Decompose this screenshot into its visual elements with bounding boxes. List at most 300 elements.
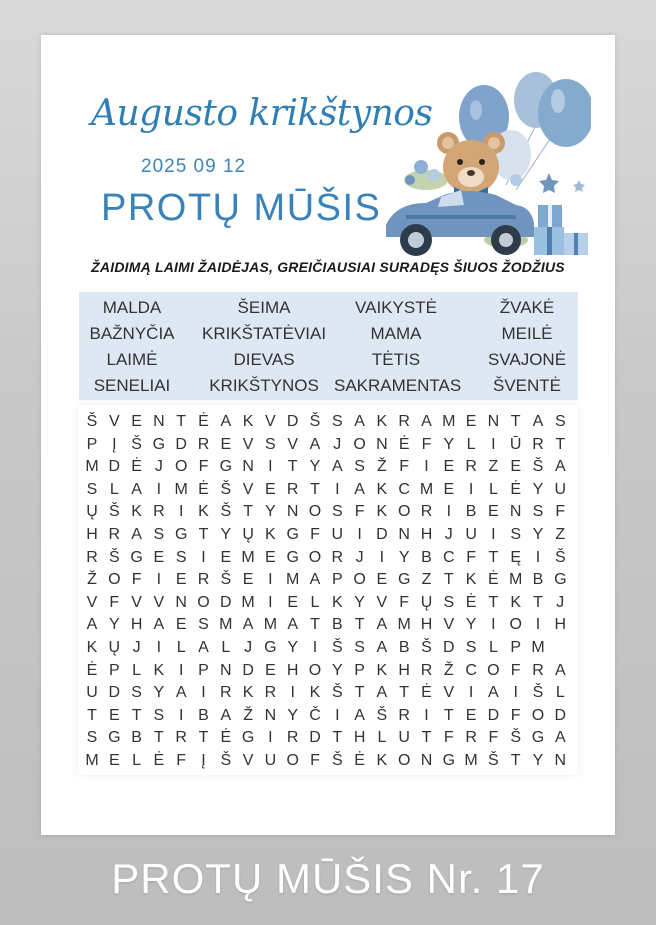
grid-letter: Z [421,571,432,589]
grid-letter: I [178,706,184,724]
grid-letter: Š [108,548,120,566]
grid-letter: R [86,548,98,566]
grid-letter: K [309,684,321,702]
grid-letter: O [353,435,366,453]
grid-letter: M [241,593,255,611]
grid-letter: B [198,706,209,724]
grid-letter: M [509,571,523,589]
grid-letter: O [108,571,121,589]
grid-letter: I [268,458,273,476]
grid-letter: S [86,480,98,498]
grid-letter: O [174,458,188,476]
grid-letter: E [265,480,276,498]
grid-letter: S [331,413,343,430]
grid-letter: Y [153,684,165,702]
grid-letter: E [220,548,232,566]
grid-letter: A [242,616,254,634]
grid-letter: D [220,593,232,611]
grid-letter: E [510,458,522,476]
word-list-item: TĖTIS [371,350,421,369]
grid-letter: L [176,639,186,656]
grid-letter: P [108,661,120,679]
grid-letter: N [376,435,388,453]
grid-letter: Ų [242,526,254,543]
grid-letter: F [399,593,410,611]
grid-letter: F [310,526,320,543]
grid-letter: V [131,593,142,611]
word-list-item: MEILĖ [501,324,553,343]
grid-letter: Š [131,435,142,453]
grid-letter: M [442,413,456,430]
grid-letter: Ę [510,548,522,566]
grid-letter: Š [376,706,388,724]
grid-letter: M [263,616,278,634]
grid-letter: M [85,752,99,769]
grid-letter: Š [488,752,499,769]
grid-letter: A [421,413,432,430]
grid-letter: E [376,571,388,589]
grid-letter: C [398,480,410,498]
grid-letter: G [130,548,143,566]
page-title: PROTŲ MŪŠIS [101,187,382,229]
grid-letter: L [555,684,565,702]
grid-letter: M [531,639,545,656]
grid-letter: A [354,706,365,724]
footer-title: PROTŲ MŪŠIS Nr. 17 [111,855,545,902]
grid-letter: B [465,503,477,521]
instructions-text: ŽAIDIMĄ LAIMI ŽAIDĖJAS, GREIČIAUSIAI SURADĘS ŠIUOS ŽODŽIUS [91,259,565,275]
grid-letter: Ė [198,413,209,430]
grid-letter: S [554,413,566,430]
grid-letter: I [335,480,340,498]
grid-letter: R [108,526,121,543]
grid-letter: Č [309,706,321,724]
grid-letter: I [156,571,162,589]
grid-letter: E [443,458,455,476]
grid-letter: Ė [465,593,477,611]
grid-letter: V [86,593,98,611]
grid-letter: S [175,548,187,566]
grid-letter: P [510,639,522,656]
grid-letter: F [510,706,521,724]
grid-letter: S [265,435,276,453]
grid-letter: Ė [131,458,142,476]
grid-letter: N [175,593,187,611]
grid-letter: Y [398,548,410,566]
grid-letter: H [286,661,299,679]
grid-letter: T [443,706,454,724]
grid-letter: N [554,752,567,769]
grid-letter: G [286,548,299,566]
grid-letter: P [354,661,365,679]
grid-letter: G [241,729,255,747]
grid-letter: S [153,706,165,724]
grid-letter: T [533,593,543,611]
grid-letter: S [510,526,522,543]
grid-letter: L [488,639,498,656]
grid-letter: I [357,526,362,543]
word-list-item: BAŽNYČIA [89,324,175,343]
grid-letter: R [465,458,477,476]
grid-letter: M [174,480,188,498]
grid-letter: R [220,684,232,702]
grid-letter: G [397,571,411,589]
grid-letter: O [308,661,322,679]
grid-letter: T [131,706,142,724]
grid-letter: M [219,616,233,634]
event-date: 2025 09 12 [141,156,247,177]
grid-letter: B [131,729,142,747]
grid-letter: J [154,458,163,476]
grid-letter: Ų [86,503,98,521]
grid-letter: I [379,548,385,566]
grid-letter: V [108,413,120,430]
grid-letter: J [556,593,565,611]
teddy-bear-car-balloons-illustration [366,55,591,260]
grid-letter: F [310,752,320,769]
grid-letter: D [108,684,121,702]
grid-letter: L [221,639,231,656]
grid-letter: L [310,593,320,611]
grid-letter: G [174,526,188,543]
grid-letter: F [510,661,521,679]
word-list-item: SVAJONĖ [487,350,567,369]
grid-letter: N [487,413,500,430]
grid-letter: N [420,752,433,769]
grid-letter: G [108,729,121,747]
grid-letter: A [554,661,566,679]
grid-letter: B [532,571,544,589]
event-title: Augusto krikštynos [91,93,433,134]
grid-letter: U [331,526,344,543]
word-list-item: ŽVAKĖ [499,298,555,317]
grid-letter: M [397,616,411,634]
grid-letter: Ų [108,639,121,656]
grid-letter: K [465,571,477,589]
grid-letter: S [465,639,477,656]
letter-grid [78,405,578,775]
grid-letter: N [153,413,165,430]
word-list-item: SAKRAMENTAS [334,376,462,395]
grid-letter: V [153,593,165,611]
grid-letter: K [153,661,165,679]
grid-letter: E [220,435,232,453]
grid-letter: E [108,706,120,724]
grid-letter: Ž [377,458,387,476]
grid-letter: K [265,526,276,543]
grid-letter: Š [108,503,120,521]
grid-letter: J [132,639,141,656]
grid-letter: K [242,413,254,430]
grid-letter: R [398,413,410,430]
grid-letter: T [510,413,521,430]
grid-letter: A [309,435,321,453]
grid-letter: R [197,435,210,453]
grid-letter: I [156,639,162,656]
grid-letter: G [442,752,456,769]
grid-letter: T [354,616,365,634]
grid-letter: Y [265,503,276,521]
grid-letter: O [286,752,299,769]
grid-letter: Ė [398,435,410,453]
grid-letter: T [510,752,521,769]
grid-letter: Y [354,593,365,611]
grid-letter: E [131,413,142,430]
grid-letter: V [376,593,388,611]
grid-letter: Ė [510,480,522,498]
grid-letter: E [242,571,254,589]
grid-letter: Į [112,435,117,453]
grid-letter: I [424,706,429,724]
grid-letter: R [286,480,299,498]
grid-letter: E [175,571,187,589]
grid-letter: H [420,526,433,543]
grid-letter: U [554,480,567,498]
grid-letter: Ė [153,752,165,769]
grid-letter: D [108,458,121,476]
grid-letter: Ė [421,684,432,702]
grid-letter: D [443,639,455,656]
word-list-item: MALDA [102,298,162,317]
grid-letter: V [242,752,254,769]
grid-letter: V [287,435,299,453]
grid-letter: I [268,571,273,589]
grid-letter: N [286,503,299,521]
grid-letter: D [175,435,187,453]
grid-letter: E [488,503,499,521]
grid-letter: E [465,706,477,724]
grid-letter: P [198,661,209,679]
grid-letter: M [464,752,478,769]
grid-letter: O [197,593,210,611]
grid-letter: L [377,729,387,747]
grid-letter: A [309,571,321,589]
grid-letter: Ž [87,571,97,589]
grid-letter: A [354,413,365,430]
grid-letter: Š [331,752,343,769]
grid-letter: Y [309,458,321,476]
grid-letter: A [331,458,343,476]
grid-letter: Š [220,503,232,521]
grid-letter: Y [532,480,544,498]
grid-letter: J [444,526,453,543]
grid-letter: S [443,593,455,611]
grid-letter: T [443,571,454,589]
grid-letter: K [331,593,343,611]
grid-letter: I [178,503,184,521]
grid-letter: K [376,752,388,769]
grid-letter: I [491,616,496,634]
grid-letter: F [443,729,454,747]
grid-letter: U [264,752,277,769]
grid-letter: K [376,413,388,430]
grid-letter: I [468,684,474,702]
grid-letter: T [287,458,298,476]
grid-letter: I [513,684,518,702]
grid-letter: I [491,526,496,543]
grid-letter: A [554,729,566,747]
grid-letter: G [152,435,166,453]
grid-letter: I [535,548,541,566]
grid-letter: Ž [443,661,454,679]
word-list-item: DIEVAS [233,350,295,369]
grid-letter: F [176,752,187,769]
grid-letter: A [175,684,187,702]
grid-letter: E [443,480,455,498]
grid-letter: R [532,661,544,679]
grid-letter: O [353,571,366,589]
word-list-item: KRIKŠTYNOS [209,376,319,395]
word-list [79,292,578,400]
grid-letter: J [244,639,253,656]
grid-letter: R [175,729,187,747]
grid-letter: G [264,639,277,656]
grid-letter: G [286,526,299,543]
grid-letter: A [287,616,299,634]
grid-letter: Y [532,526,544,543]
grid-letter: Š [331,684,343,702]
grid-letter: A [532,413,544,430]
grid-letter: K [510,593,522,611]
grid-letter: P [331,571,343,589]
grid-letter: S [131,684,142,702]
grid-letter: Y [108,616,120,634]
grid-letter: Į [201,752,206,769]
grid-letter: Y [532,752,544,769]
grid-letter: A [86,616,98,634]
grid-letter: C [465,661,477,679]
grid-letter: L [132,752,142,769]
grid-letter: L [466,435,476,453]
grid-letter: C [443,548,455,566]
grid-letter: Š [220,752,232,769]
grid-letter: A [131,480,142,498]
word-list-item: LAIMĖ [106,350,158,369]
grid-letter: T [354,684,365,702]
grid-letter: Y [287,639,299,656]
grid-letter: R [465,729,477,747]
grid-letter: D [242,661,254,679]
grid-letter: S [153,526,165,543]
grid-letter: Ė [86,661,98,679]
grid-letter: S [331,503,343,521]
grid-letter: A [488,684,499,702]
grid-letter: U [86,684,98,702]
grid-letter: H [554,616,567,634]
grid-letter: M [286,571,300,589]
grid-letter: Š [532,458,544,476]
grid-letter: R [532,435,544,453]
grid-letter: Ė [198,480,209,498]
grid-letter: T [555,435,566,453]
grid-letter: Š [309,413,321,430]
grid-letter: E [265,548,276,566]
grid-letter: T [243,503,253,521]
grid-letter: Š [532,684,544,702]
grid-letter: M [241,548,255,566]
grid-letter: Z [555,526,566,543]
grid-letter: I [535,616,541,634]
grid-letter: T [176,413,187,430]
grid-letter: F [131,571,142,589]
grid-letter: R [264,684,277,702]
grid-letter: F [109,593,120,611]
grid-letter: Ū [509,435,522,453]
grid-letter: Ė [488,571,499,589]
grid-letter: T [488,548,499,566]
grid-letter: Y [465,616,477,634]
grid-letter: F [555,503,566,521]
grid-letter: N [509,503,522,521]
grid-letter: N [264,706,277,724]
grid-letter: R [153,503,165,521]
grid-letter: O [509,616,522,634]
grid-letter: S [354,458,365,476]
grid-letter: V [242,480,254,498]
grid-letter: B [331,616,343,634]
grid-letter: I [268,729,273,747]
grid-letter: Ų [420,593,433,611]
grid-letter: Š [554,548,566,566]
grid-letter: Š [421,639,432,656]
grid-letter: V [443,684,455,702]
grid-letter: L [488,480,498,498]
grid-letter: E [465,413,477,430]
grid-letter: V [242,435,254,453]
grid-letter: S [198,616,209,634]
grid-letter: A [376,639,388,656]
word-list-item: KRIKŠTATĖVIAI [202,324,327,343]
word-list-item: MAMA [370,324,422,343]
grid-letter: H [86,526,98,543]
grid-letter: I [312,639,318,656]
grid-letter: F [488,729,499,747]
grid-letter: G [219,458,233,476]
grid-letter: T [310,616,320,634]
grid-letter: P [86,435,98,453]
grid-letter: D [376,526,388,543]
grid-letter: Ė [220,729,232,747]
grid-letter: R [398,706,410,724]
word-list-item: ŠVENTĖ [492,376,562,395]
grid-letter: A [220,413,232,430]
grid-letter: S [532,503,544,521]
grid-letter: F [466,548,476,566]
grid-letter: A [153,616,165,634]
grid-letter: T [198,729,209,747]
grid-letter: G [531,729,545,747]
grid-letter: O [487,661,500,679]
grid-letter: J [333,435,342,453]
grid-letter: A [131,526,142,543]
grid-letter: Š [220,571,232,589]
grid-letter: I [446,503,452,521]
grid-letter: Y [331,661,343,679]
grid-letter: M [85,458,99,476]
grid-letter: K [242,684,254,702]
grid-letter: R [197,571,210,589]
grid-letter: F [399,458,410,476]
grid-letter: N [220,661,232,679]
grid-letter: O [531,706,545,724]
grid-letter: R [420,661,433,679]
grid-letter: T [421,729,432,747]
grid-letter: I [268,593,273,611]
grid-letter: G [554,571,567,589]
grid-letter: O [397,752,411,769]
grid-letter: F [354,503,365,521]
grid-letter: K [376,480,388,498]
